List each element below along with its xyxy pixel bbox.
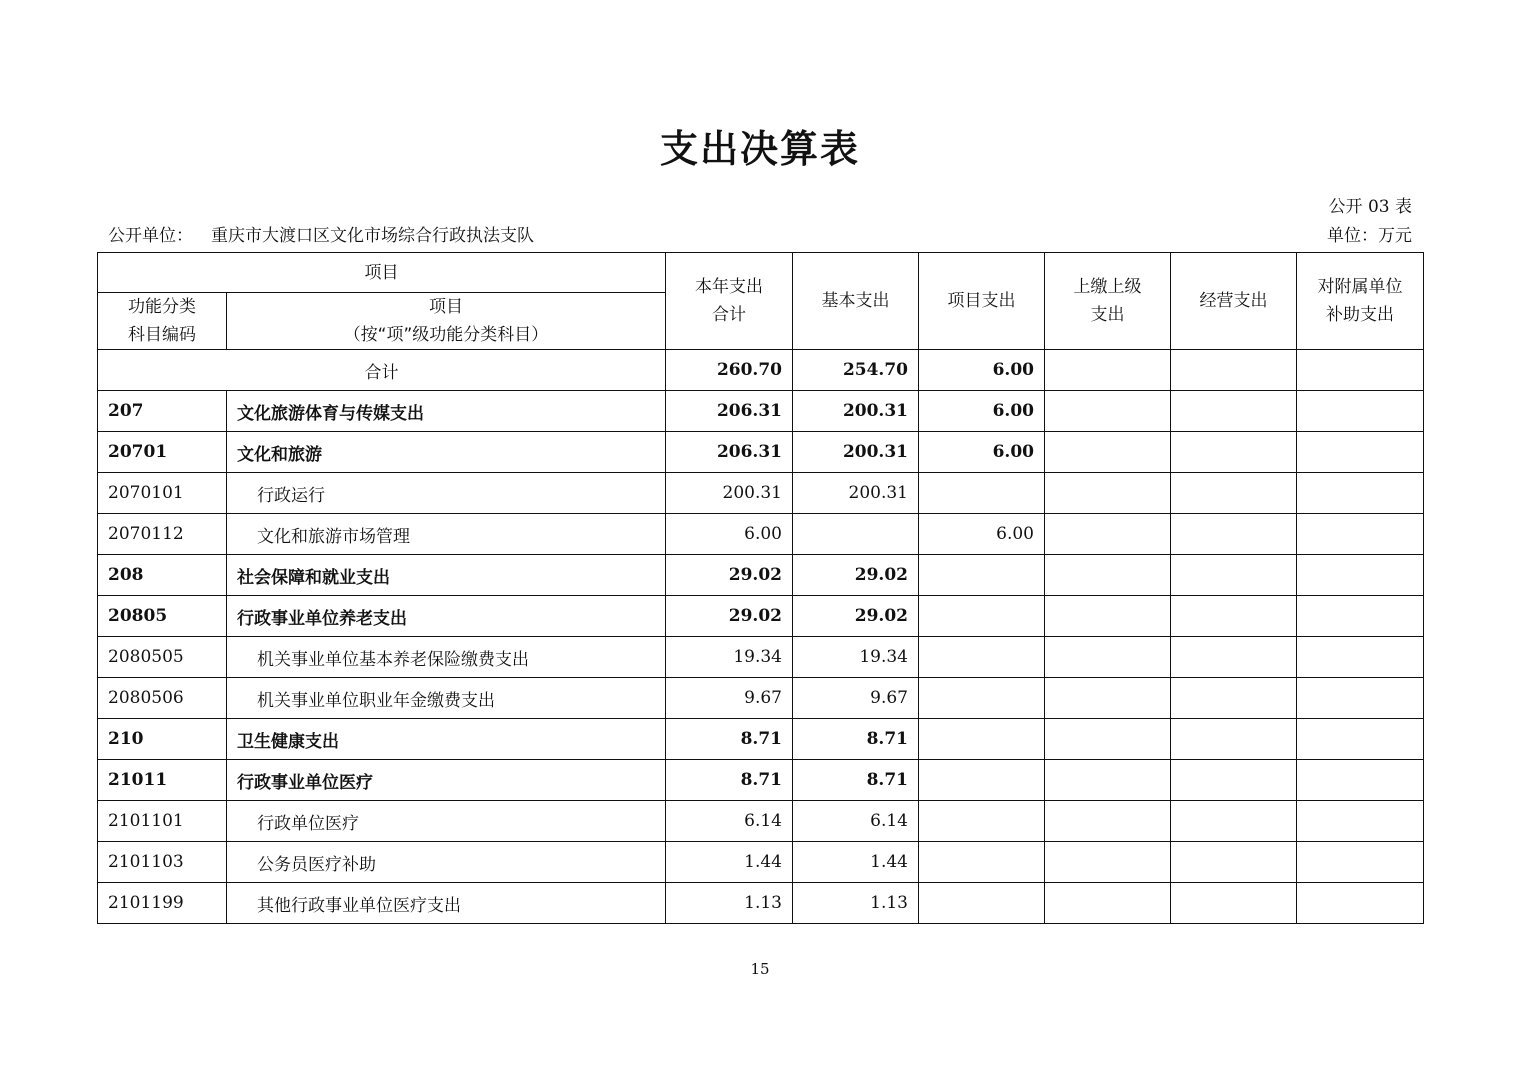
row-basic: 6.14	[793, 801, 919, 842]
row-business	[1171, 514, 1297, 555]
row-upper	[1045, 883, 1171, 924]
row-subsidiary	[1297, 801, 1424, 842]
row-basic: 29.02	[793, 555, 919, 596]
row-upper	[1045, 514, 1171, 555]
header-subsidiary	[1297, 253, 1424, 350]
row-total: 1.13	[666, 883, 793, 924]
amount-unit: 单位：万元	[1327, 226, 1412, 246]
row-project	[919, 596, 1045, 637]
table-row	[98, 473, 1424, 514]
row-upper	[1045, 760, 1171, 801]
row-code: 2101199	[98, 883, 227, 924]
table-row	[98, 883, 1424, 924]
header-name	[227, 293, 666, 350]
table-row	[98, 719, 1424, 760]
row-project	[919, 555, 1045, 596]
row-basic: 29.02	[793, 596, 919, 637]
row-project: 6.00	[919, 514, 1045, 555]
row-total: 6.14	[666, 801, 793, 842]
table-row	[98, 678, 1424, 719]
row-project	[919, 760, 1045, 801]
row-business	[1171, 432, 1297, 473]
table-row	[98, 391, 1424, 432]
page-title: 支出决算表	[659, 127, 860, 171]
row-subsidiary	[1297, 719, 1424, 760]
row-business	[1171, 391, 1297, 432]
row-business	[1171, 596, 1297, 637]
header-project: 项目	[98, 253, 666, 293]
header-business: 经营支出	[1171, 253, 1297, 350]
row-subsidiary	[1297, 391, 1424, 432]
row-business	[1171, 760, 1297, 801]
form-number: 公开 03 表	[1328, 197, 1412, 217]
row-subsidiary	[1297, 473, 1424, 514]
row-basic: 200.31	[793, 391, 919, 432]
row-subsidiary	[1297, 432, 1424, 473]
row-upper	[1045, 432, 1171, 473]
table-row	[98, 432, 1424, 473]
row-code: 2080506	[98, 678, 227, 719]
page-number: 15	[750, 960, 770, 978]
row-total: 206.31	[666, 432, 793, 473]
table-row	[98, 760, 1424, 801]
row-code: 20701	[98, 432, 227, 473]
header-name-line2: （按“项”级功能分类科目）	[343, 325, 549, 345]
row-project	[919, 473, 1045, 514]
row-business	[1171, 637, 1297, 678]
row-total: 1.44	[666, 842, 793, 883]
row-subsidiary	[1297, 678, 1424, 719]
total-label: 合计	[98, 350, 666, 391]
row-upper	[1045, 719, 1171, 760]
header-name-line1: 项目	[429, 297, 463, 317]
row-name: 其他行政事业单位医疗支出	[227, 883, 666, 924]
row-code: 210	[98, 719, 227, 760]
expenditure-table	[97, 252, 1424, 924]
row-business	[1171, 719, 1297, 760]
header-total-line2: 合计	[712, 305, 746, 325]
row-business	[1171, 555, 1297, 596]
total-basic: 254.70	[793, 350, 919, 391]
header-upper-line1: 上缴上级	[1073, 277, 1142, 297]
table-row	[98, 555, 1424, 596]
row-total: 8.71	[666, 719, 793, 760]
row-basic: 200.31	[793, 473, 919, 514]
row-upper	[1045, 391, 1171, 432]
row-name: 文化旅游体育与传媒支出	[227, 391, 666, 432]
row-subsidiary	[1297, 555, 1424, 596]
header-upper	[1045, 253, 1171, 350]
row-basic: 200.31	[793, 432, 919, 473]
row-basic: 19.34	[793, 637, 919, 678]
total-subsidiary	[1297, 350, 1424, 391]
row-code: 2101101	[98, 801, 227, 842]
row-project	[919, 883, 1045, 924]
table-row	[98, 842, 1424, 883]
total-project: 6.00	[919, 350, 1045, 391]
row-code: 20805	[98, 596, 227, 637]
row-name: 机关事业单位职业年金缴费支出	[227, 678, 666, 719]
row-total: 206.31	[666, 391, 793, 432]
row-project	[919, 678, 1045, 719]
row-business	[1171, 883, 1297, 924]
row-upper	[1045, 678, 1171, 719]
header-subsidiary-line2: 补助支出	[1326, 305, 1394, 325]
reporting-unit-line	[108, 221, 534, 246]
row-subsidiary	[1297, 842, 1424, 883]
row-basic: 8.71	[793, 719, 919, 760]
header-upper-line2: 支出	[1090, 305, 1125, 325]
header-total-line1: 本年支出	[695, 277, 763, 297]
unit-label: 公开单位：	[108, 226, 193, 246]
row-total: 29.02	[666, 555, 793, 596]
total-row	[98, 350, 1424, 391]
row-upper	[1045, 596, 1171, 637]
row-subsidiary	[1297, 514, 1424, 555]
row-total: 29.02	[666, 596, 793, 637]
header-project-expenditure: 项目支出	[919, 253, 1045, 350]
row-subsidiary	[1297, 596, 1424, 637]
row-name: 行政运行	[227, 473, 666, 514]
row-code: 2080505	[98, 637, 227, 678]
table-row	[98, 514, 1424, 555]
row-name: 行政单位医疗	[227, 801, 666, 842]
row-code: 2070101	[98, 473, 227, 514]
row-code: 2101103	[98, 842, 227, 883]
row-project: 6.00	[919, 432, 1045, 473]
row-name: 行政事业单位医疗	[227, 760, 666, 801]
row-project: 6.00	[919, 391, 1045, 432]
row-name: 机关事业单位基本养老保险缴费支出	[227, 637, 666, 678]
header-subsidiary-line1: 对附属单位	[1317, 277, 1403, 297]
row-business	[1171, 842, 1297, 883]
row-subsidiary	[1297, 760, 1424, 801]
total-upper	[1045, 350, 1171, 391]
row-upper	[1045, 473, 1171, 514]
row-name: 社会保障和就业支出	[227, 555, 666, 596]
table-row	[98, 637, 1424, 678]
row-name: 行政事业单位养老支出	[227, 596, 666, 637]
row-subsidiary	[1297, 637, 1424, 678]
row-project	[919, 801, 1045, 842]
row-total: 8.71	[666, 760, 793, 801]
row-name: 文化和旅游	[227, 432, 666, 473]
row-total: 200.31	[666, 473, 793, 514]
row-name: 公务员医疗补助	[227, 842, 666, 883]
unit-name: 重庆市大渡口区文化市场综合行政执法支队	[211, 226, 534, 246]
total-total: 260.70	[666, 350, 793, 391]
row-business	[1171, 801, 1297, 842]
row-business	[1171, 473, 1297, 514]
header-code: 功能分类 科目编码	[98, 293, 227, 350]
row-upper	[1045, 555, 1171, 596]
row-basic: 9.67	[793, 678, 919, 719]
row-business	[1171, 678, 1297, 719]
row-name: 卫生健康支出	[227, 719, 666, 760]
header-basic: 基本支出	[793, 253, 919, 350]
row-total: 19.34	[666, 637, 793, 678]
row-project	[919, 719, 1045, 760]
header-total	[666, 253, 793, 350]
row-name: 文化和旅游市场管理	[227, 514, 666, 555]
row-code: 2070112	[98, 514, 227, 555]
row-basic	[793, 514, 919, 555]
table-row	[98, 596, 1424, 637]
table-row	[98, 801, 1424, 842]
row-code: 207	[98, 391, 227, 432]
row-project	[919, 637, 1045, 678]
row-project	[919, 842, 1045, 883]
row-total: 9.67	[666, 678, 793, 719]
row-code: 208	[98, 555, 227, 596]
row-code: 21011	[98, 760, 227, 801]
row-basic: 1.13	[793, 883, 919, 924]
row-upper	[1045, 842, 1171, 883]
row-basic: 1.44	[793, 842, 919, 883]
row-upper	[1045, 637, 1171, 678]
row-subsidiary	[1297, 883, 1424, 924]
row-basic: 8.71	[793, 760, 919, 801]
total-business	[1171, 350, 1297, 391]
row-upper	[1045, 801, 1171, 842]
row-total: 6.00	[666, 514, 793, 555]
